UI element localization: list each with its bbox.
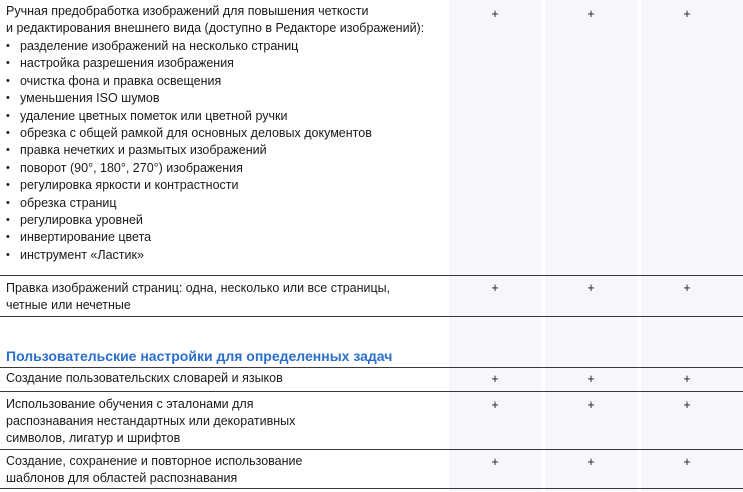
feature-manual-preprocessing: [6, 3, 424, 37]
feature-value-cell: +: [587, 281, 595, 295]
feature-text-line: Создание, сохранение и повторное использование: [6, 454, 303, 468]
list-item: • удаление цветных пометок или цветной ручки: [0, 108, 372, 125]
feature-value-cell: +: [587, 372, 595, 386]
feature-text-line: Ручная предобработка изображений для повышения четкости: [6, 4, 369, 18]
list-item: • настройка разрешения изображения: [0, 55, 372, 72]
list-item: • обрезка страниц: [0, 195, 372, 212]
bullet-icon: •: [6, 231, 10, 244]
list-item: • регулировка уровней: [0, 212, 372, 229]
bullet-icon: •: [6, 214, 10, 227]
list-item: • инвертирование цвета: [0, 229, 372, 246]
bullet-icon: •: [6, 40, 10, 52]
row-divider: [0, 367, 743, 368]
feature-value-cell: +: [587, 398, 595, 412]
bullet-icon: •: [6, 248, 10, 261]
list-item: • поворот (90°, 180°, 270°) изображения: [0, 160, 372, 177]
feature-text-line: шаблонов для областей распознавания: [6, 471, 238, 485]
row-divider: [0, 316, 743, 317]
list-item: • разделение изображений на несколько страниц: [0, 38, 372, 55]
feature-text-line: распознавания нестандартных или декоративных: [6, 414, 296, 428]
feature-text-line: Правка изображений страниц: одна, несколько или все страницы,: [6, 281, 391, 295]
list-item: • инструмент «Ластик»: [0, 247, 372, 264]
feature-custom-dictionaries: [6, 370, 283, 387]
feature-area-templates: [6, 453, 302, 487]
bullet-icon: •: [6, 196, 10, 209]
preprocessing-feature-list: [0, 38, 372, 264]
feature-text-line: Использование обучения с эталонами для: [6, 397, 254, 411]
edition-column-3-background: [641, 0, 743, 492]
feature-value-cell: +: [491, 455, 499, 469]
feature-pattern-training: [6, 396, 295, 447]
feature-value-cell: +: [587, 7, 595, 21]
list-item: • обрезка с общей рамкой для основных деловых документов: [0, 125, 372, 142]
edition-column-1-background: [449, 0, 541, 492]
list-item: • правка нечетких и размытых изображений: [0, 142, 372, 159]
feature-value-cell: +: [683, 281, 691, 295]
bullet-icon: •: [6, 109, 10, 122]
feature-value-cell: +: [491, 398, 499, 412]
feature-page-image-editing: [6, 280, 390, 314]
feature-value-cell: +: [491, 281, 499, 295]
list-item: • уменьшения ISO шумов: [0, 90, 372, 107]
bullet-icon: •: [6, 127, 10, 140]
row-divider: [0, 275, 743, 276]
feature-value-cell: +: [491, 7, 499, 21]
feature-value-cell: +: [683, 455, 691, 469]
section-title: Пользовательские настройки для определенных задач: [6, 348, 393, 364]
bullet-icon: •: [6, 144, 10, 157]
bullet-icon: •: [6, 57, 10, 70]
bullet-icon: •: [6, 179, 10, 192]
bullet-icon: •: [6, 92, 10, 105]
row-divider: [0, 488, 743, 489]
feature-value-cell: +: [491, 372, 499, 386]
edition-column-2-background: [545, 0, 637, 492]
list-item: • очистка фона и правка освещения: [0, 73, 372, 90]
feature-text-line: четные или нечетные: [6, 298, 131, 312]
feature-value-cell: +: [683, 372, 691, 386]
feature-value-cell: +: [587, 455, 595, 469]
bullet-icon: •: [6, 161, 10, 174]
feature-value-cell: +: [683, 7, 691, 21]
bullet-icon: •: [6, 74, 10, 87]
feature-text-line: символов, лигатур и шрифтов: [6, 431, 181, 445]
feature-text-line: и редактирования внешнего вида (доступно в Редакторе изображений):: [6, 21, 425, 35]
list-item: • регулировка яркости и контрастности: [0, 177, 372, 194]
row-divider: [0, 391, 743, 392]
feature-value-cell: +: [683, 398, 691, 412]
feature-text-line: Создание пользовательских словарей и языков: [6, 371, 283, 385]
row-divider: [0, 449, 743, 450]
